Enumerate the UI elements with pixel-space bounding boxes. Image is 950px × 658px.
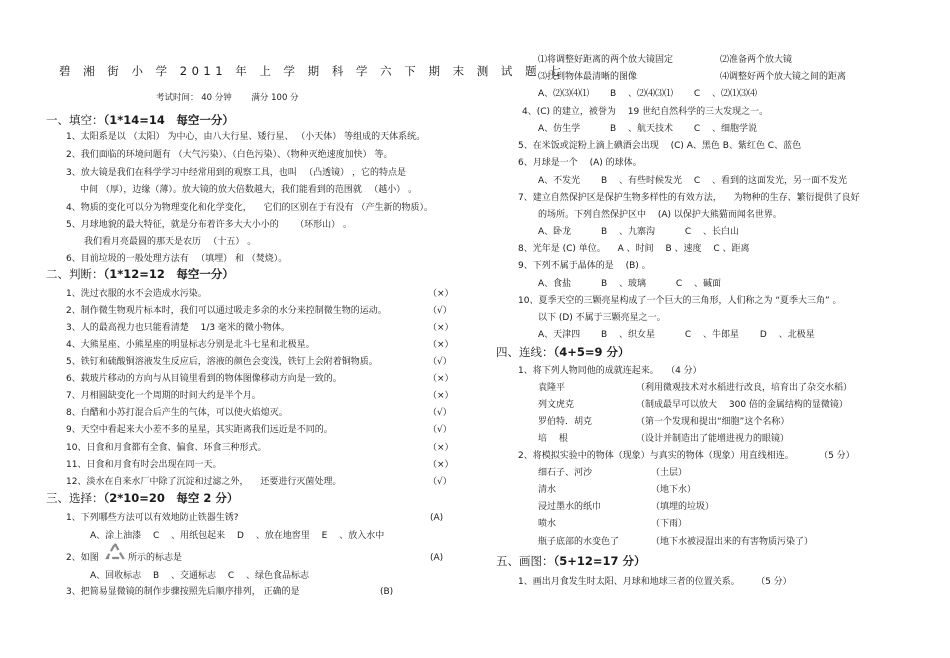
judge-item-2: 2、制作微生物观片标本时，我们可以通过吸走多余的水分来控制微生物的运动。	[66, 306, 387, 316]
choice-q1: 1、下列哪些方法可以有效地防止铁器生锈?	[66, 513, 239, 523]
choice-q3: 3、把简易显微镜的制作步骤按照先后顺序排列， 正确的是	[66, 587, 300, 597]
judge-answer-1: （×）	[428, 289, 454, 299]
choice-q10-options: A、天津四 B 、织女星 C 、牛郎星 D 、北极星	[538, 330, 815, 340]
match1-left-1: 袁隆平	[538, 383, 566, 393]
fill-item-5-cont: 我们看月亮最圆的那天是农历 （十五） 。	[84, 237, 257, 247]
fill-item-6: 6、目前垃圾的一般处理方法有 （填埋） 和 （焚烧）。	[66, 254, 288, 264]
match1-left-3: 罗伯特．胡克	[538, 417, 593, 427]
judge-item-6: 6、载玻片移动的方向与从目镜里看到的物体图像移动方向是一致的。	[66, 374, 342, 384]
judge-answer-9: （√）	[428, 425, 452, 435]
match2-left-3: 浸过墨水的纸巾	[538, 502, 602, 512]
judge-item-4: 4、大熊星座、小熊星座的明显标志分别是北斗七星和北极星。	[66, 340, 315, 350]
judge-answer-5: （√）	[428, 357, 452, 367]
choice-q4: 4、(C) 的建立，被誉为 19 世纪自然科学的三大发现之一。	[522, 107, 769, 117]
judge-item-12: 12、淡水在自来水厂中除了沉淀和过滤之外， 还要进行灭菌处理。	[66, 477, 342, 487]
judge-item-7: 7、月相圆缺变化一个周期的时间大约是半个月。	[66, 391, 261, 401]
match2-right-1: （土层）	[651, 468, 688, 478]
judge-item-8: 8、白醋和小苏打混合后产生的气体，可以使火焰熄灭。	[66, 408, 288, 418]
match2-left-2: 清水	[538, 485, 557, 495]
choice-q2-options: A、回收标志 B 、交通标志 C 、绿色食品标志	[90, 571, 310, 581]
choice-q3-options: A、⑵⑶⑷⑴ B 、⑵⑷⑶⑴ C 、⑵⑴⑶⑷	[538, 89, 758, 99]
choice-q9-options: A、食盐 B 、玻璃 C 、碱面	[538, 279, 722, 289]
judge-answer-8: （√）	[428, 408, 452, 418]
fill-item-3-cont: 中间 （厚），边缘（薄）。放大镜的放大倍数越大，我们能看到的范围就 （越小） 。	[80, 185, 418, 195]
match2-right-3: （填埋的垃圾）	[651, 502, 715, 512]
judge-item-5: 5、铁钉和硫酸铜溶液发生反应后，溶液的颜色会变浅，铁钉上会附着铜物质。	[66, 357, 378, 367]
choice-q3-answer: (B)	[380, 587, 394, 597]
judge-item-3: 3、人的最高视力也只能看清楚 1/3 毫米的微小物体。	[66, 323, 290, 333]
choice-q5: 5、在米饭或淀粉上滴上碘酒会出现 (C) A、黑色 B、紫红色 C、蓝色	[518, 141, 802, 151]
choice-q3-step-2: ⑵准备两个放大镜	[720, 55, 793, 65]
section-4-heading: 四、连线：（4+5=9 分）	[496, 345, 630, 359]
judge-answer-12: （√）	[428, 477, 452, 487]
recycle-icon	[104, 542, 126, 562]
choice-q6-options: A、不发光 B 、有些时候发光 C 、看到的这面发光，另一面不发光	[538, 176, 848, 186]
match2-left-4: 喷水	[538, 519, 557, 529]
choice-q10-cont: 以下 (D) 不属于三颗亮星之一。	[538, 313, 666, 323]
choice-q3-step-4: ⑷调整好两个放大镜之间的距离	[720, 72, 847, 82]
judge-answer-2: （√）	[428, 306, 452, 316]
judge-answer-11: （×）	[428, 460, 454, 470]
match2-right-5: （地下水被浸湿出来的有害物质污染了）	[651, 537, 814, 547]
judge-item-9: 9、天空中看起来大小差不多的星星，其实距离我们远近是不同的。	[66, 425, 333, 435]
judge-answer-4: （×）	[428, 340, 454, 350]
choice-q3-step-1: ⑴将调整好距离的两个放大镜固定	[538, 55, 674, 65]
section-5-heading: 五、画图：（5+12=17 分）	[496, 554, 646, 568]
choice-q4-options: A、仿生学 B 、航天技术 C 、细胞学说	[538, 124, 758, 134]
fill-item-4: 4、物质的变化可以分为物理变化和化学变化， 它们的区别在于有没有 （产生新的物质）。	[66, 203, 433, 213]
choice-q7-cont: 的场所。下列自然保护区中 (A) 以保护大熊猫而闻名世界。	[538, 210, 782, 220]
choice-q1-answer: (A)	[430, 513, 444, 523]
choice-q10: 10、夏季天空的三颗亮星构成了一个巨大的三角形，人们称之为 “夏季大三角” 。	[518, 296, 842, 306]
section-3-heading: 三、选择：（2*10=20 每空 2 分）	[46, 491, 239, 505]
judge-item-1: 1、洗过衣服的水不会造成水污染。	[66, 289, 207, 299]
judge-answer-6: （×）	[428, 374, 454, 384]
section-2-heading: 二、判断：（1*12=12 每空一分）	[46, 267, 234, 281]
judge-item-11: 11、日食和月食有时会出现在同一天。	[66, 460, 222, 470]
choice-q6: 6、月球是一个 (A) 的球体。	[518, 158, 642, 168]
match1-right-1: （利用微观技术对水稻进行改良，培育出了杂交水稻）	[636, 383, 853, 393]
choice-q2-suffix: 所示的标志是	[128, 553, 183, 563]
match1-right-2: （制成最早可以放大 300 倍的金属结构的显微镜）	[636, 400, 848, 410]
fill-item-1: 1、太阳系是以 （太阳） 为中心，由八大行星、矮行星、 （小天体） 等组成的天体系统。	[66, 132, 426, 142]
choice-q2-prefix: 2、如图	[66, 553, 99, 563]
match1-right-4: （设计并制造出了能增进视力的眼镜）	[636, 434, 790, 444]
exam-title: 碧 湘 街 小 学 2011 年 上 学 期 科 学 六 下 期 末 测 试 题 七	[59, 64, 566, 78]
section-1-heading: 一、填空：（1*14=14 每空一分）	[46, 113, 234, 127]
choice-q9: 9、下列不属于晶体的是 (B) 。	[518, 261, 651, 271]
choice-q8: 8、光年是 (C) 单位。 A 、时间 B 、速度 C 、距离	[518, 244, 750, 254]
choice-q3-step-3: ⑶找到物体最清晰的图像	[538, 72, 638, 82]
match-q2: 2、将模拟实验中的物体（现象）与真实的物体（现象）用直线相连。 （5 分）	[518, 451, 855, 461]
match1-left-2: 列文虎克	[538, 400, 575, 410]
match-q1: 1、将下列人物同他的成就连起来。 （4 分）	[518, 366, 702, 376]
match2-left-5: 瓶子底部的水变色了	[538, 537, 620, 547]
exam-info: 考试时间： 40 分钟 满分 100 分	[156, 93, 299, 103]
match2-right-2: （地下水）	[651, 485, 697, 495]
choice-q1-options: A、涂上油漆 C 、用纸包起来 D 、放在地窖里 E 、放入水中	[90, 531, 385, 541]
choice-q7: 7、建立自然保护区是保护生物多样性的有效方法， 为物种的生存、繁衍提供了良好	[518, 193, 860, 203]
fill-item-2: 2、我们面临的环境问题有 （大气污染）、（白色污染）、（物种灭绝速度加快） 等。	[66, 150, 393, 160]
draw-q1: 1、画出月食发生时太阳、月球和地球三者的位置关系。 （5 分）	[518, 577, 792, 587]
match2-right-4: （下雨）	[651, 519, 688, 529]
fill-item-3: 3、放大镜是我们在科学学习中经常用到的观察工具，也叫 （凸透镜） ，它的特点是	[66, 168, 406, 178]
judge-answer-3: （×）	[428, 323, 454, 333]
fill-item-5: 5、月球地貌的最大特征，就是分布着许多大大小小的 （环形山） 。	[66, 220, 352, 230]
judge-item-10: 10、日食和月食都有全食、偏食、环食三种形式。	[66, 443, 267, 453]
choice-q7-options: A、卧龙 B 、九寨沟 C 、长白山	[538, 227, 740, 237]
choice-q2-answer: (A)	[430, 553, 444, 563]
match1-left-4: 培 根	[538, 434, 568, 444]
judge-answer-7: （×）	[428, 391, 454, 401]
match1-right-3: （第一个发现和提出“细胞”这个名称）	[636, 417, 790, 427]
match2-left-1: 细石子、河沙	[538, 468, 593, 478]
judge-answer-10: （×）	[428, 443, 454, 453]
